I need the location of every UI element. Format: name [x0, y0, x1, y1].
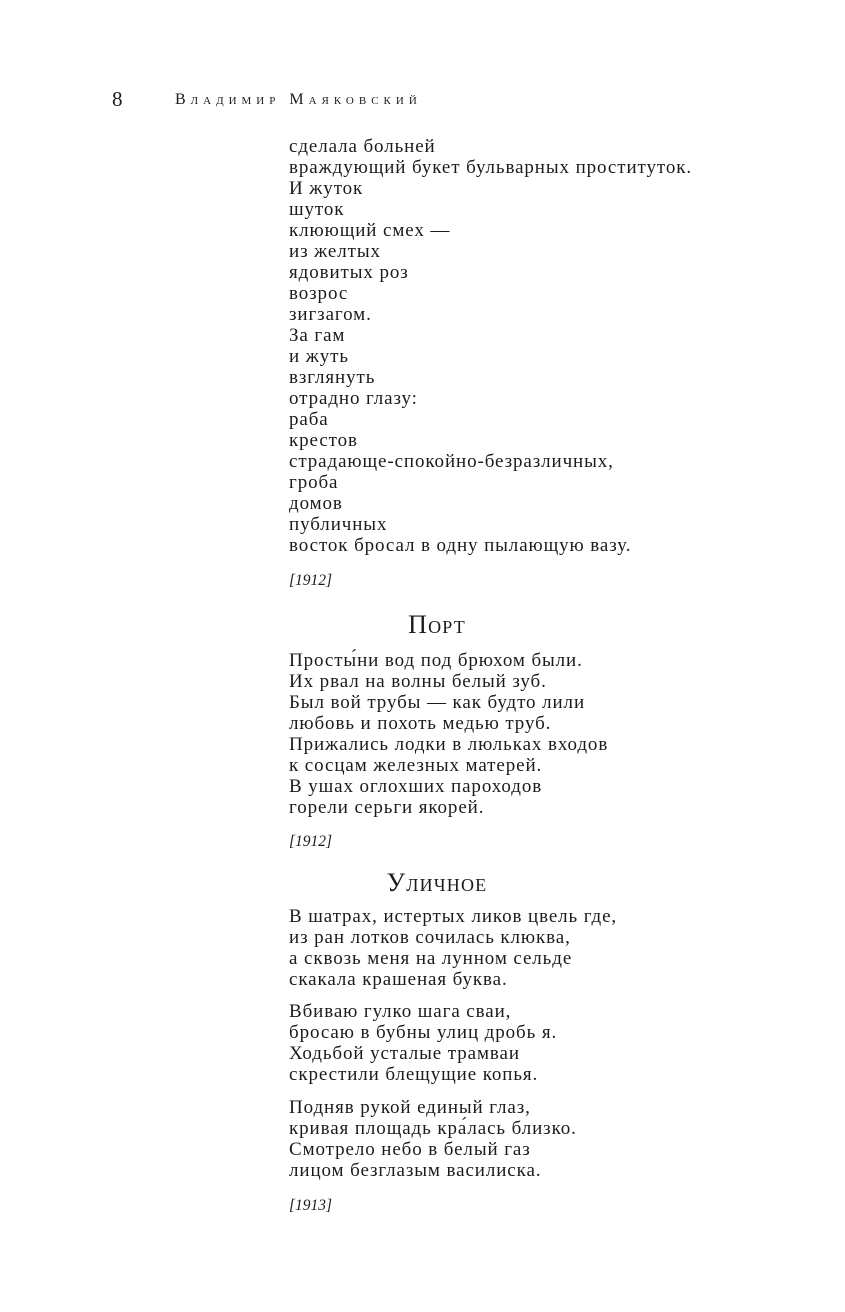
- poem-line: шуток: [289, 199, 345, 220]
- poem-line: отрадно глазу:: [289, 388, 418, 409]
- poem-line: горели серьги якорей.: [289, 797, 485, 818]
- poem-line: В шатрах, истертых ликов цвель где,: [289, 906, 618, 927]
- poem-line: возрос: [289, 283, 349, 304]
- poem-line: Был вой трубы — как будто лили: [289, 692, 586, 713]
- page-number: 8: [112, 87, 123, 111]
- poem-line: взглянуть: [289, 367, 376, 388]
- poem-line: к сосцам железных матерей.: [289, 755, 543, 776]
- poem-title: Порт: [408, 610, 466, 639]
- poem-line: гроба: [289, 472, 339, 493]
- poem-line: домов: [289, 493, 343, 514]
- poem-line: В ушах оглохших пароходов: [289, 776, 543, 797]
- poem-line: скрестили блещущие копья.: [289, 1064, 539, 1085]
- poem-line: За гам: [289, 325, 346, 346]
- poem-date: [1912]: [289, 572, 333, 589]
- poem-line: бросаю в бубны улиц дробь я.: [289, 1022, 558, 1043]
- poem-line: страдающе-спокойно-безразличных,: [289, 451, 614, 472]
- poem-line: лицом безглазым василиска.: [289, 1160, 542, 1181]
- poem-title: Уличное: [386, 868, 488, 897]
- poem-line: ядовитых роз: [289, 262, 409, 283]
- poem-line: сделала больней: [289, 136, 436, 157]
- poem-line: публичных: [289, 514, 388, 535]
- running-head-author: Владимир Маяковский: [175, 91, 422, 108]
- poem-line: Подняв рукой единый глаз,: [289, 1097, 531, 1118]
- poem-line: Вбиваю гулко шага сваи,: [289, 1001, 512, 1022]
- poem-line: Прижались лодки в люльках входов: [289, 734, 609, 755]
- poem-stanza: [289, 1097, 789, 1181]
- poem-line: а сквозь меня на лунном сельде: [289, 948, 573, 969]
- poem-line: и жуть: [289, 346, 349, 367]
- poem-continuation-stanza: [289, 136, 789, 556]
- poem-date: [1913]: [289, 1197, 333, 1214]
- poem-line: И жуток: [289, 178, 364, 199]
- poem-line: любовь и похоть медью труб.: [289, 713, 552, 734]
- poem-line: Ходьбой усталые трамваи: [289, 1043, 520, 1064]
- poem-date: [1912]: [289, 833, 333, 850]
- poem-line: Просты́ни вод под брюхом были.: [289, 650, 583, 671]
- poem-line: из ран лотков сочилась клюква,: [289, 927, 571, 948]
- poem-line: Их рвал на волны белый зуб.: [289, 671, 547, 692]
- poem-line: зигзагом.: [289, 304, 372, 325]
- poem-line: раба: [289, 409, 329, 430]
- poem-stanza: [289, 650, 789, 818]
- poem-stanza: [289, 1001, 789, 1085]
- poem-line: восток бросал в одну пылающую вазу.: [289, 535, 632, 556]
- poem-line: клюющий смех —: [289, 220, 451, 241]
- poem-line: из желтых: [289, 241, 381, 262]
- poem-line: скакала крашеная буква.: [289, 969, 508, 990]
- poem-line: крестов: [289, 430, 358, 451]
- poem-line: Смотрело небо в белый газ: [289, 1139, 531, 1160]
- poem-line: враждующий букет бульварных проституток.: [289, 157, 693, 178]
- poem-line: кривая площадь кра́лась близко.: [289, 1118, 577, 1139]
- poem-stanza: [289, 906, 789, 990]
